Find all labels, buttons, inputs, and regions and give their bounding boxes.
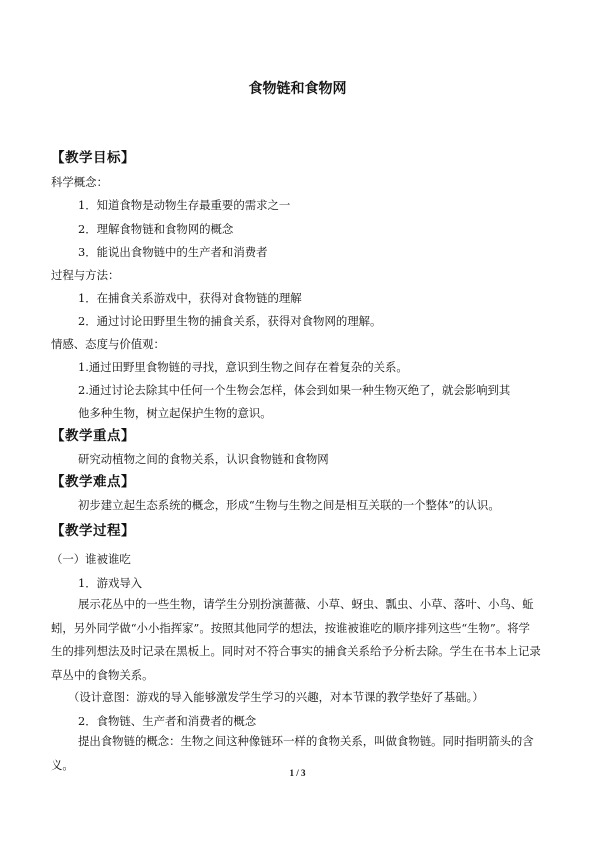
page-number: 1 / 3 bbox=[289, 768, 306, 778]
concept-item: 3．能说出食物链中的生产者和消费者 bbox=[78, 245, 268, 259]
goals-heading: 【教学目标】 bbox=[51, 150, 135, 166]
attitude-item-continued: 他多种生物，树立起保护生物的意识。 bbox=[78, 406, 272, 420]
concept-label: 科学概念： bbox=[51, 175, 108, 189]
attitude-item: 1.通过田野里食物链的寻找，意识到生物之间存在着复杂的关系。 bbox=[78, 360, 408, 374]
process-part-title: （一）谁被谁吃 bbox=[51, 552, 131, 566]
process-heading: 【教学过程】 bbox=[51, 523, 135, 539]
concept-item: 2．理解食物链和食物网的概念 bbox=[78, 222, 234, 236]
process-step: 1．游戏导入 bbox=[78, 576, 143, 590]
method-label: 过程与方法： bbox=[51, 268, 120, 282]
method-item: 1．在捕食关系游戏中，获得对食物链的理解 bbox=[78, 291, 302, 305]
design-note: （设计意图：游戏的导入能够激发学生学习的兴趣，对本节课的教学垫好了基础。） bbox=[68, 690, 484, 704]
process-paragraph: 展示花丛中的一些生物，请学生分别扮演蔷薇、小草、蚜虫、瓢虫、小草、落叶、小鸟、蚯蚓，另外同学做“小小指挥家”。按照其他同学的想法，按谁被谁吃的顺序排列这些“生物”。将学生的排列想法及时记录在黑板上。同时对不符合事实的捕食关系给予分析去除。学生在书本上记录草丛中的食物关系。 bbox=[51, 597, 541, 682]
concept-item: 1．知道食物是动物生存最重要的需求之一 bbox=[78, 198, 291, 212]
attitude-label: 情感、态度与价值观： bbox=[51, 337, 165, 351]
key-points-heading: 【教学重点】 bbox=[51, 428, 135, 444]
process-paragraph: 提出食物链的概念：生物之间这种像链环一样的食物关系，叫做食物链。同时指明箭头的含义。 bbox=[51, 734, 534, 772]
key-points-text: 研究动植物之间的食物关系，认识食物链和食物网 bbox=[78, 452, 329, 466]
method-item: 2．通过讨论田野里生物的捕食关系，获得对食物网的理解。 bbox=[78, 314, 382, 328]
difficulties-heading: 【教学难点】 bbox=[51, 474, 135, 490]
difficulties-text: 初步建立起生态系统的概念，形成“生物与生物之间是相互关联的一个整体”的认识。 bbox=[78, 498, 500, 512]
process-step: 2．食物链、生产者和消费者的概念 bbox=[78, 714, 257, 728]
attitude-item: 2.通过讨论去除其中任何一个生物会怎样，体会到如果一种生物灭绝了，就会影响到其 bbox=[78, 383, 511, 397]
document-title: 食物链和食物网 bbox=[248, 81, 347, 97]
